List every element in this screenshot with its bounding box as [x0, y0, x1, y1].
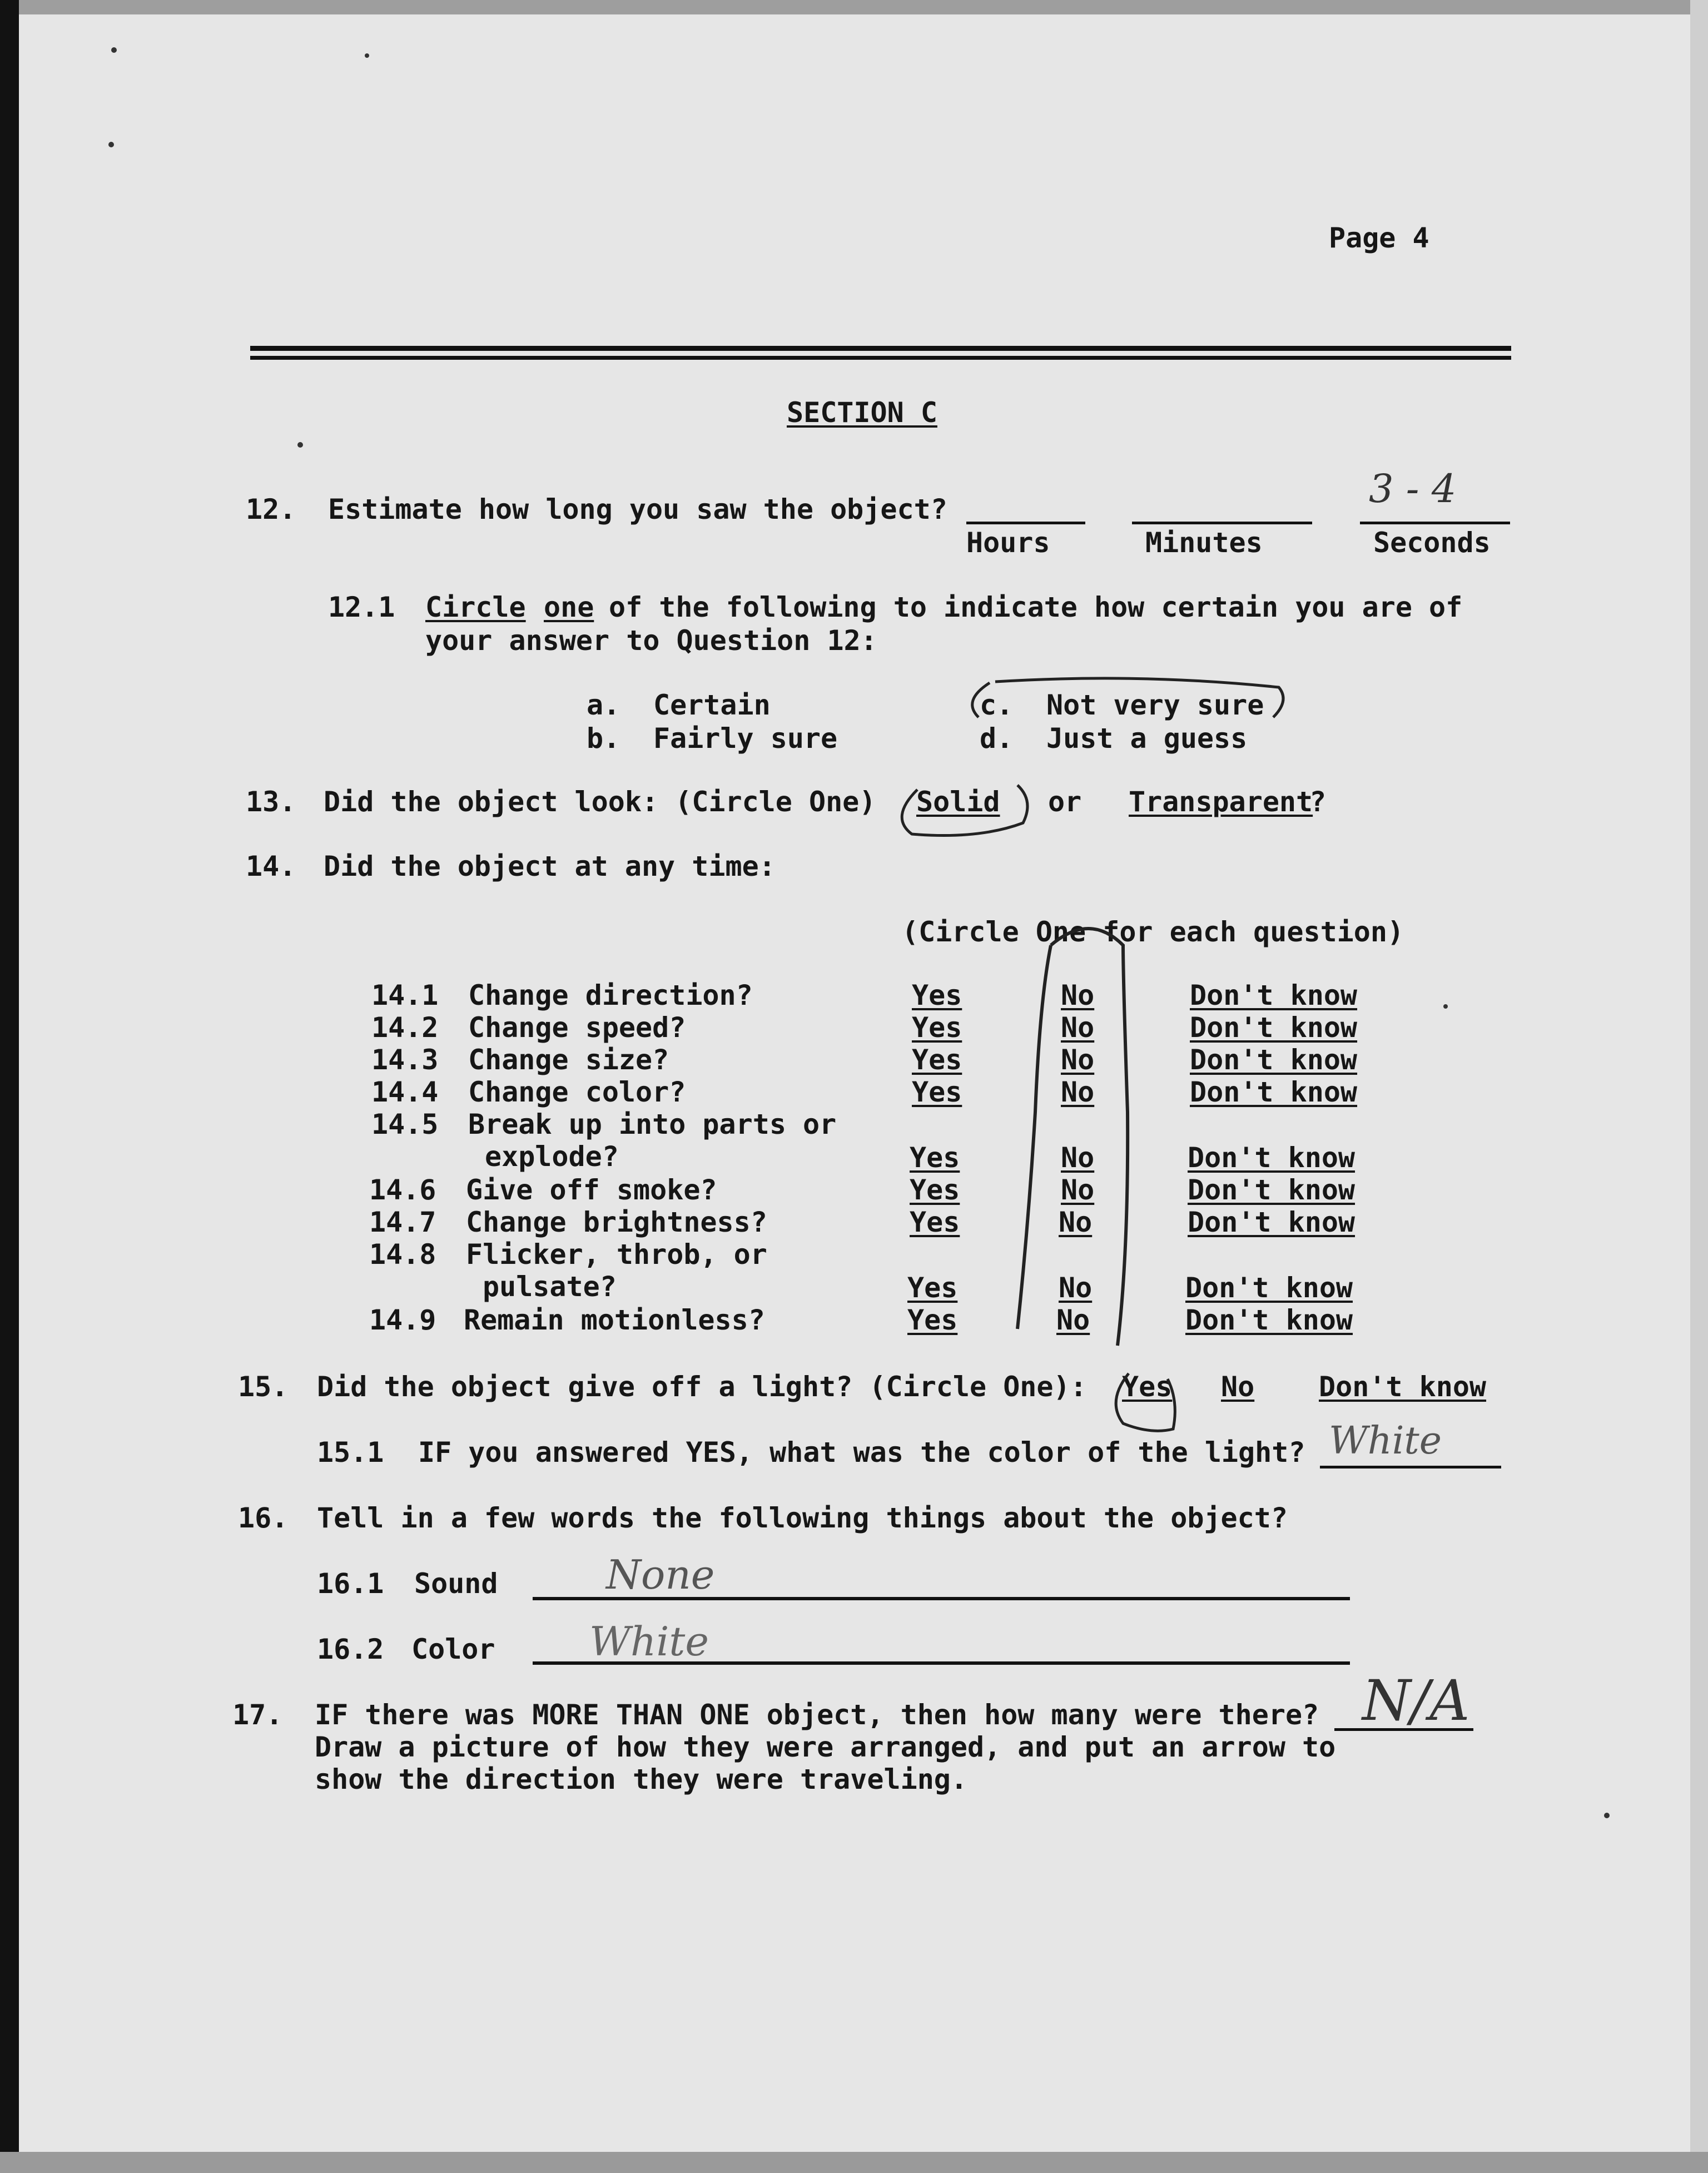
q14-2-dont-know: Don't know — [1190, 1011, 1358, 1044]
q14-2-number: 14.2 — [371, 1011, 439, 1044]
q14-4-label: Change color? — [468, 1076, 686, 1108]
q14-8-dont-know: Don't know — [1185, 1272, 1353, 1304]
q14-4-dont-know: Don't know — [1190, 1076, 1358, 1108]
q14-5-number: 14.5 — [371, 1108, 439, 1140]
q14-3-yes: Yes — [912, 1044, 962, 1076]
scan-speck — [365, 53, 369, 58]
q17-line1: IF there was MORE THAN ONE object, then how many were there? — [315, 1699, 1319, 1731]
q14-1-yes: Yes — [912, 979, 962, 1011]
q14-text: Did the object at any time: — [324, 850, 776, 882]
q14-9-yes: Yes — [907, 1304, 958, 1336]
scan-speck — [1443, 1004, 1448, 1009]
q16-1-label: Sound — [414, 1567, 498, 1600]
q14-6-label: Give off smoke? — [466, 1174, 717, 1206]
q17-line2: Draw a picture of how they were arranged, and put an arrow to — [315, 1731, 1336, 1763]
q15-1-handwritten-answer: White — [1329, 1419, 1442, 1463]
q14-2-label: Change speed? — [468, 1011, 686, 1044]
q15-text: Did the object give off a light? (Circle One): — [317, 1371, 1087, 1403]
scan-speck — [111, 47, 117, 53]
option-a-key: a. — [587, 689, 620, 721]
q16-text: Tell in a few words the following things about the object? — [317, 1502, 1288, 1534]
q13-transparent: Transparent — [1129, 786, 1313, 818]
q14-5-dont-know: Don't know — [1188, 1142, 1356, 1174]
q15-1-text: IF you answered YES, what was the color of the light? — [418, 1436, 1305, 1468]
q14-4-number: 14.4 — [371, 1076, 439, 1108]
q17-line3: show the direction they were traveling. — [315, 1763, 967, 1795]
q17-number: 17. — [232, 1699, 283, 1731]
q15-1-number: 15.1 — [317, 1436, 384, 1468]
q14-5-no: No — [1061, 1142, 1095, 1174]
q13-text: Did the object look: (Circle One) — [324, 786, 876, 818]
q14-2-no: No — [1061, 1011, 1095, 1044]
circle-mark-no-column — [1017, 929, 1128, 1346]
q14-9-number: 14.9 — [369, 1304, 436, 1336]
q14-6-dont-know: Don't know — [1188, 1174, 1356, 1206]
q14-1-label: Change direction? — [468, 979, 753, 1011]
q14-3-no: No — [1061, 1044, 1095, 1076]
q14-8-number: 14.8 — [369, 1238, 436, 1271]
q13-solid: Solid — [916, 786, 1000, 818]
q14-5-yes: Yes — [910, 1142, 960, 1174]
q15-number: 15. — [238, 1371, 289, 1403]
q14-8-no: No — [1059, 1272, 1093, 1304]
scan-speck — [297, 442, 303, 448]
option-b-label: Fairly sure — [653, 722, 838, 755]
minutes-label: Minutes — [1145, 527, 1263, 559]
q16-1-number: 16.1 — [317, 1567, 384, 1600]
q14-3-label: Change size? — [468, 1044, 669, 1076]
q14-2-yes: Yes — [912, 1011, 962, 1044]
q15-dont-know: Don't know — [1319, 1371, 1487, 1403]
q14-7-label: Change brightness? — [466, 1206, 767, 1238]
q14-4-yes: Yes — [912, 1076, 962, 1108]
option-d-key: d. — [980, 722, 1014, 755]
q16-1-handwritten-answer: None — [606, 1551, 715, 1598]
circle-mark-q15-yes — [1116, 1373, 1175, 1431]
q14-5-label: Break up into parts or — [468, 1108, 837, 1140]
q13-or: or — [1048, 786, 1082, 818]
q14-8-yes: Yes — [907, 1272, 958, 1304]
q14-9-no: No — [1056, 1304, 1090, 1336]
q12-1-one-word: one — [544, 591, 594, 623]
q14-6-yes: Yes — [910, 1174, 960, 1206]
q15-no: No — [1221, 1371, 1255, 1403]
q16-2-number: 16.2 — [317, 1633, 384, 1665]
q14-3-dont-know: Don't know — [1190, 1044, 1358, 1076]
q14-6-no: No — [1061, 1174, 1095, 1206]
q14-7-no: No — [1059, 1206, 1093, 1238]
q14-4-no: No — [1061, 1076, 1095, 1108]
option-b-key: b. — [587, 722, 620, 755]
option-a-label: Certain — [653, 689, 771, 721]
q12-number: 12. — [246, 493, 296, 525]
section-title: SECTION C — [787, 396, 937, 429]
option-c-label: Not very sure — [1046, 689, 1264, 721]
q14-1-dont-know: Don't know — [1190, 979, 1358, 1011]
q14-7-yes: Yes — [910, 1206, 960, 1238]
q14-8-label: Flicker, throb, or — [466, 1238, 767, 1271]
q13-question-mark: ? — [1309, 786, 1327, 818]
q14-9-label: Remain motionless? — [464, 1304, 765, 1336]
q14-1-no: No — [1061, 979, 1095, 1011]
q12-1-line1: of the following to indicate how certain you are of — [609, 591, 1463, 623]
q14-5-label-line2: explode? — [485, 1140, 619, 1173]
q12-text: Estimate how long you saw the object? — [328, 493, 947, 525]
q14-7-number: 14.7 — [369, 1206, 436, 1238]
q14-number: 14. — [246, 850, 296, 882]
seconds-handwritten-answer: 3 - 4 — [1369, 466, 1457, 512]
hours-label: Hours — [966, 527, 1050, 559]
q17-handwritten-answer: N/A — [1362, 1668, 1470, 1733]
q16-number: 16. — [238, 1502, 289, 1534]
q14-7-dont-know: Don't know — [1188, 1206, 1356, 1238]
q12-1-circle-word: Circle — [425, 591, 526, 623]
q14-3-number: 14.3 — [371, 1044, 439, 1076]
option-d-label: Just a guess — [1046, 722, 1248, 755]
q12-1-number: 12.1 — [328, 591, 395, 623]
circle-mark-option-c — [972, 678, 1283, 717]
page-number: Page 4 — [1329, 222, 1429, 254]
q14-instruction: (Circle One for each question) — [902, 916, 1404, 948]
scan-speck — [1604, 1813, 1610, 1818]
seconds-label: Seconds — [1373, 527, 1491, 559]
option-c-key: c. — [980, 689, 1014, 721]
q16-2-label: Color — [411, 1633, 495, 1665]
q14-9-dont-know: Don't know — [1185, 1304, 1353, 1336]
circle-mark-solid — [902, 785, 1027, 836]
scan-speck — [108, 142, 114, 147]
q14-6-number: 14.6 — [369, 1174, 436, 1206]
q12-1-line2: your answer to Question 12: — [425, 624, 877, 657]
q16-2-handwritten-answer: White — [589, 1618, 709, 1665]
q15-yes: Yes — [1122, 1371, 1173, 1403]
q14-8-label-line2: pulsate? — [483, 1271, 617, 1303]
q14-1-number: 14.1 — [371, 979, 439, 1011]
q13-number: 13. — [246, 786, 296, 818]
